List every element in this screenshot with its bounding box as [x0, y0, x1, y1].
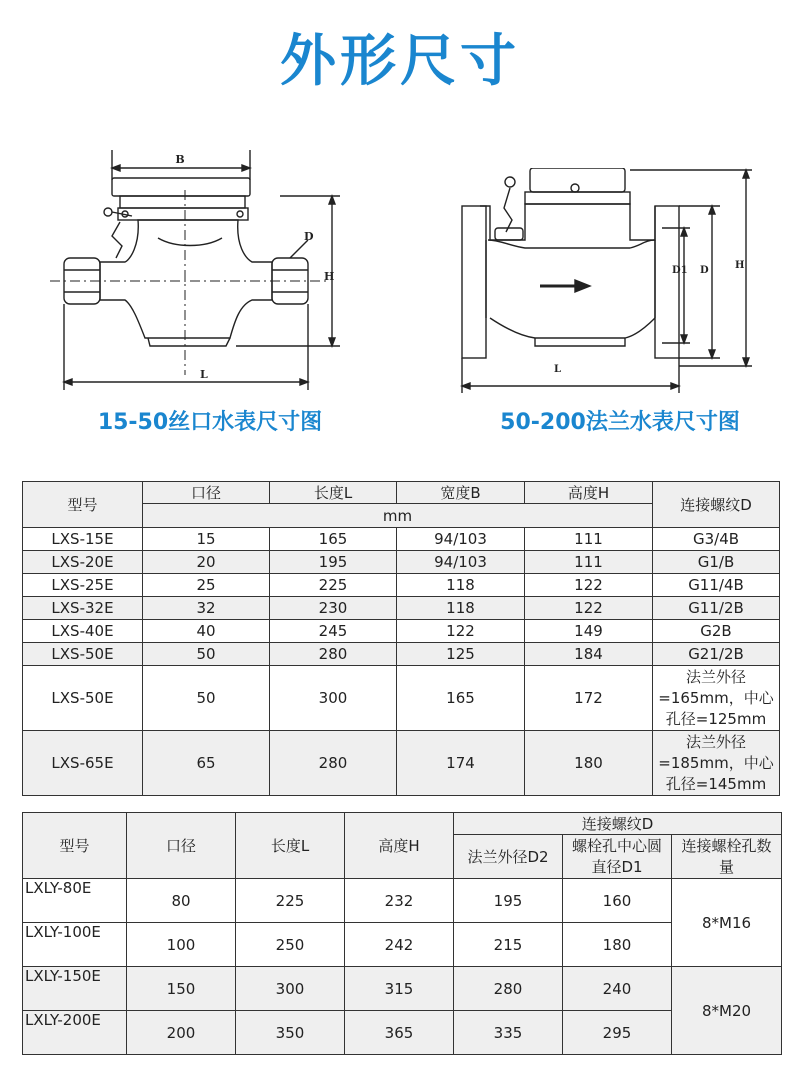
cell-length: 165	[270, 528, 397, 551]
col-caliber-header: 口径	[127, 813, 236, 879]
table-row	[23, 967, 782, 1011]
table-row	[23, 620, 780, 643]
cell-thread: G1/B	[653, 551, 780, 574]
cell-model: LXS-15E	[23, 528, 143, 551]
table-row	[23, 574, 780, 597]
thread-note-line: 法兰外径	[685, 732, 746, 751]
col-thread-group-header: 连接螺纹D	[454, 813, 782, 835]
cell-model: LXLY-200E	[23, 1011, 127, 1055]
cell-caliber: 150	[127, 967, 236, 1011]
cell-caliber: 15	[143, 528, 270, 551]
header-line: 量	[718, 857, 734, 876]
header-line: 螺栓孔中心圆	[571, 836, 662, 855]
cell-caliber: 200	[127, 1011, 236, 1055]
cell-length: 225	[236, 879, 345, 923]
table-row	[23, 528, 780, 551]
cell-bolts: 8*M16	[672, 879, 782, 967]
cell-height: 232	[345, 879, 454, 923]
cell-height: 149	[525, 620, 653, 643]
dim-h-label-flange: H	[735, 260, 745, 271]
cell-width: 122	[397, 620, 525, 643]
thread-meter-caption: 15-50丝口水表尺寸图	[97, 410, 323, 435]
cell-length: 230	[270, 597, 397, 620]
cell-model: LXLY-100E	[23, 923, 127, 967]
col-model-header: 型号	[23, 813, 127, 879]
cell-model: LXLY-150E	[23, 967, 127, 1011]
cell-d2: 215	[454, 923, 563, 967]
cell-length: 195	[270, 551, 397, 574]
cell-length: 350	[236, 1011, 345, 1055]
cell-length: 250	[236, 923, 345, 967]
cell-bolts: 8*M20	[672, 967, 782, 1055]
cell-width: 94/103	[397, 528, 525, 551]
thread-note-line: =165mm，中心	[658, 688, 774, 707]
col-height-header: 高度H	[525, 482, 653, 504]
col-length-header: 长度L	[236, 813, 345, 879]
table1-header-row	[23, 482, 780, 504]
cell-caliber: 20	[143, 551, 270, 574]
cell-caliber: 50	[143, 643, 270, 666]
table-row	[23, 597, 780, 620]
cell-thread: G11/4B	[653, 574, 780, 597]
cell-length: 280	[270, 731, 397, 796]
cell-height: 180	[525, 731, 653, 796]
cell-length: 225	[270, 574, 397, 597]
cell-model: LXLY-80E	[23, 879, 127, 923]
cell-width: 94/103	[397, 551, 525, 574]
cell-length: 300	[236, 967, 345, 1011]
cell-caliber: 25	[143, 574, 270, 597]
cell-caliber: 100	[127, 923, 236, 967]
col-thread-header: 连接螺纹D	[653, 482, 780, 528]
cell-height: 172	[525, 666, 653, 731]
thread-note-line: 法兰外径	[685, 667, 746, 686]
cell-thread: G3/4B	[653, 528, 780, 551]
col-caliber-header: 口径	[143, 482, 270, 504]
cell-model: LXS-50E	[23, 666, 143, 731]
cell-d2: 280	[454, 967, 563, 1011]
thread-note-line: 孔径=125mm	[665, 709, 767, 728]
dim-d-label: D	[304, 230, 314, 243]
table-row	[23, 643, 780, 666]
col-bolts-header	[672, 835, 782, 879]
dim-b-label: B	[175, 153, 185, 166]
header-line: 直径D1	[591, 857, 643, 876]
cell-caliber: 40	[143, 620, 270, 643]
cell-length: 245	[270, 620, 397, 643]
thread-meter-table	[22, 481, 780, 796]
dim-d1-label: D1	[672, 265, 688, 276]
col-d1-header	[563, 835, 672, 879]
thread-note-line: 孔径=145mm	[665, 774, 767, 793]
cell-d2: 195	[454, 879, 563, 923]
cell-height: 242	[345, 923, 454, 967]
col-d2-header: 法兰外径D2	[454, 835, 563, 879]
cell-caliber: 32	[143, 597, 270, 620]
table2-header-row	[23, 813, 782, 835]
flange-meter-drawing	[450, 168, 760, 398]
cell-thread	[653, 731, 780, 796]
dim-l-label: L	[200, 368, 208, 381]
cell-model: LXS-32E	[23, 597, 143, 620]
table-row	[23, 551, 780, 574]
cell-width: 165	[397, 666, 525, 731]
cell-height: 122	[525, 597, 653, 620]
cell-d1: 240	[563, 967, 672, 1011]
cell-model: LXS-50E	[23, 643, 143, 666]
cell-caliber: 65	[143, 731, 270, 796]
cell-model: LXS-65E	[23, 731, 143, 796]
col-length-header: 长度L	[270, 482, 397, 504]
flange-meter-caption: 50-200法兰水表尺寸图	[500, 410, 740, 435]
cell-width: 118	[397, 574, 525, 597]
cell-d1: 180	[563, 923, 672, 967]
table-row	[23, 731, 780, 796]
cell-thread	[653, 666, 780, 731]
cell-height: 315	[345, 967, 454, 1011]
cell-height: 111	[525, 551, 653, 574]
cell-thread: G21/2B	[653, 643, 780, 666]
cell-thread: G11/2B	[653, 597, 780, 620]
dim-d-label-flange: D	[700, 265, 709, 276]
cell-height: 111	[525, 528, 653, 551]
cell-caliber: 50	[143, 666, 270, 731]
dim-h-label: H	[324, 270, 335, 283]
cell-d1: 295	[563, 1011, 672, 1055]
cell-length: 280	[270, 643, 397, 666]
cell-caliber: 80	[127, 879, 236, 923]
cell-height: 122	[525, 574, 653, 597]
table-row	[23, 1011, 782, 1055]
cell-height: 365	[345, 1011, 454, 1055]
cell-model: LXS-20E	[23, 551, 143, 574]
cell-width: 118	[397, 597, 525, 620]
col-model-header: 型号	[23, 482, 143, 528]
thread-note-line: =185mm，中心	[658, 753, 774, 772]
dim-l-label-flange: L	[554, 364, 562, 375]
col-height-header: 高度H	[345, 813, 454, 879]
table-row	[23, 666, 780, 731]
cell-height: 184	[525, 643, 653, 666]
thread-meter-drawing	[40, 150, 360, 400]
header-line: 连接螺栓孔数	[681, 836, 772, 855]
unit-header: mm	[143, 504, 653, 528]
table-row	[23, 923, 782, 967]
cell-length: 300	[270, 666, 397, 731]
cell-d1: 160	[563, 879, 672, 923]
cell-width: 125	[397, 643, 525, 666]
cell-width: 174	[397, 731, 525, 796]
cell-model: LXS-25E	[23, 574, 143, 597]
flange-meter-table	[22, 812, 782, 1055]
cell-d2: 335	[454, 1011, 563, 1055]
cell-thread: G2B	[653, 620, 780, 643]
page-title: 外形尺寸	[280, 29, 520, 94]
col-width-header: 宽度B	[397, 482, 525, 504]
cell-model: LXS-40E	[23, 620, 143, 643]
table-row	[23, 879, 782, 923]
